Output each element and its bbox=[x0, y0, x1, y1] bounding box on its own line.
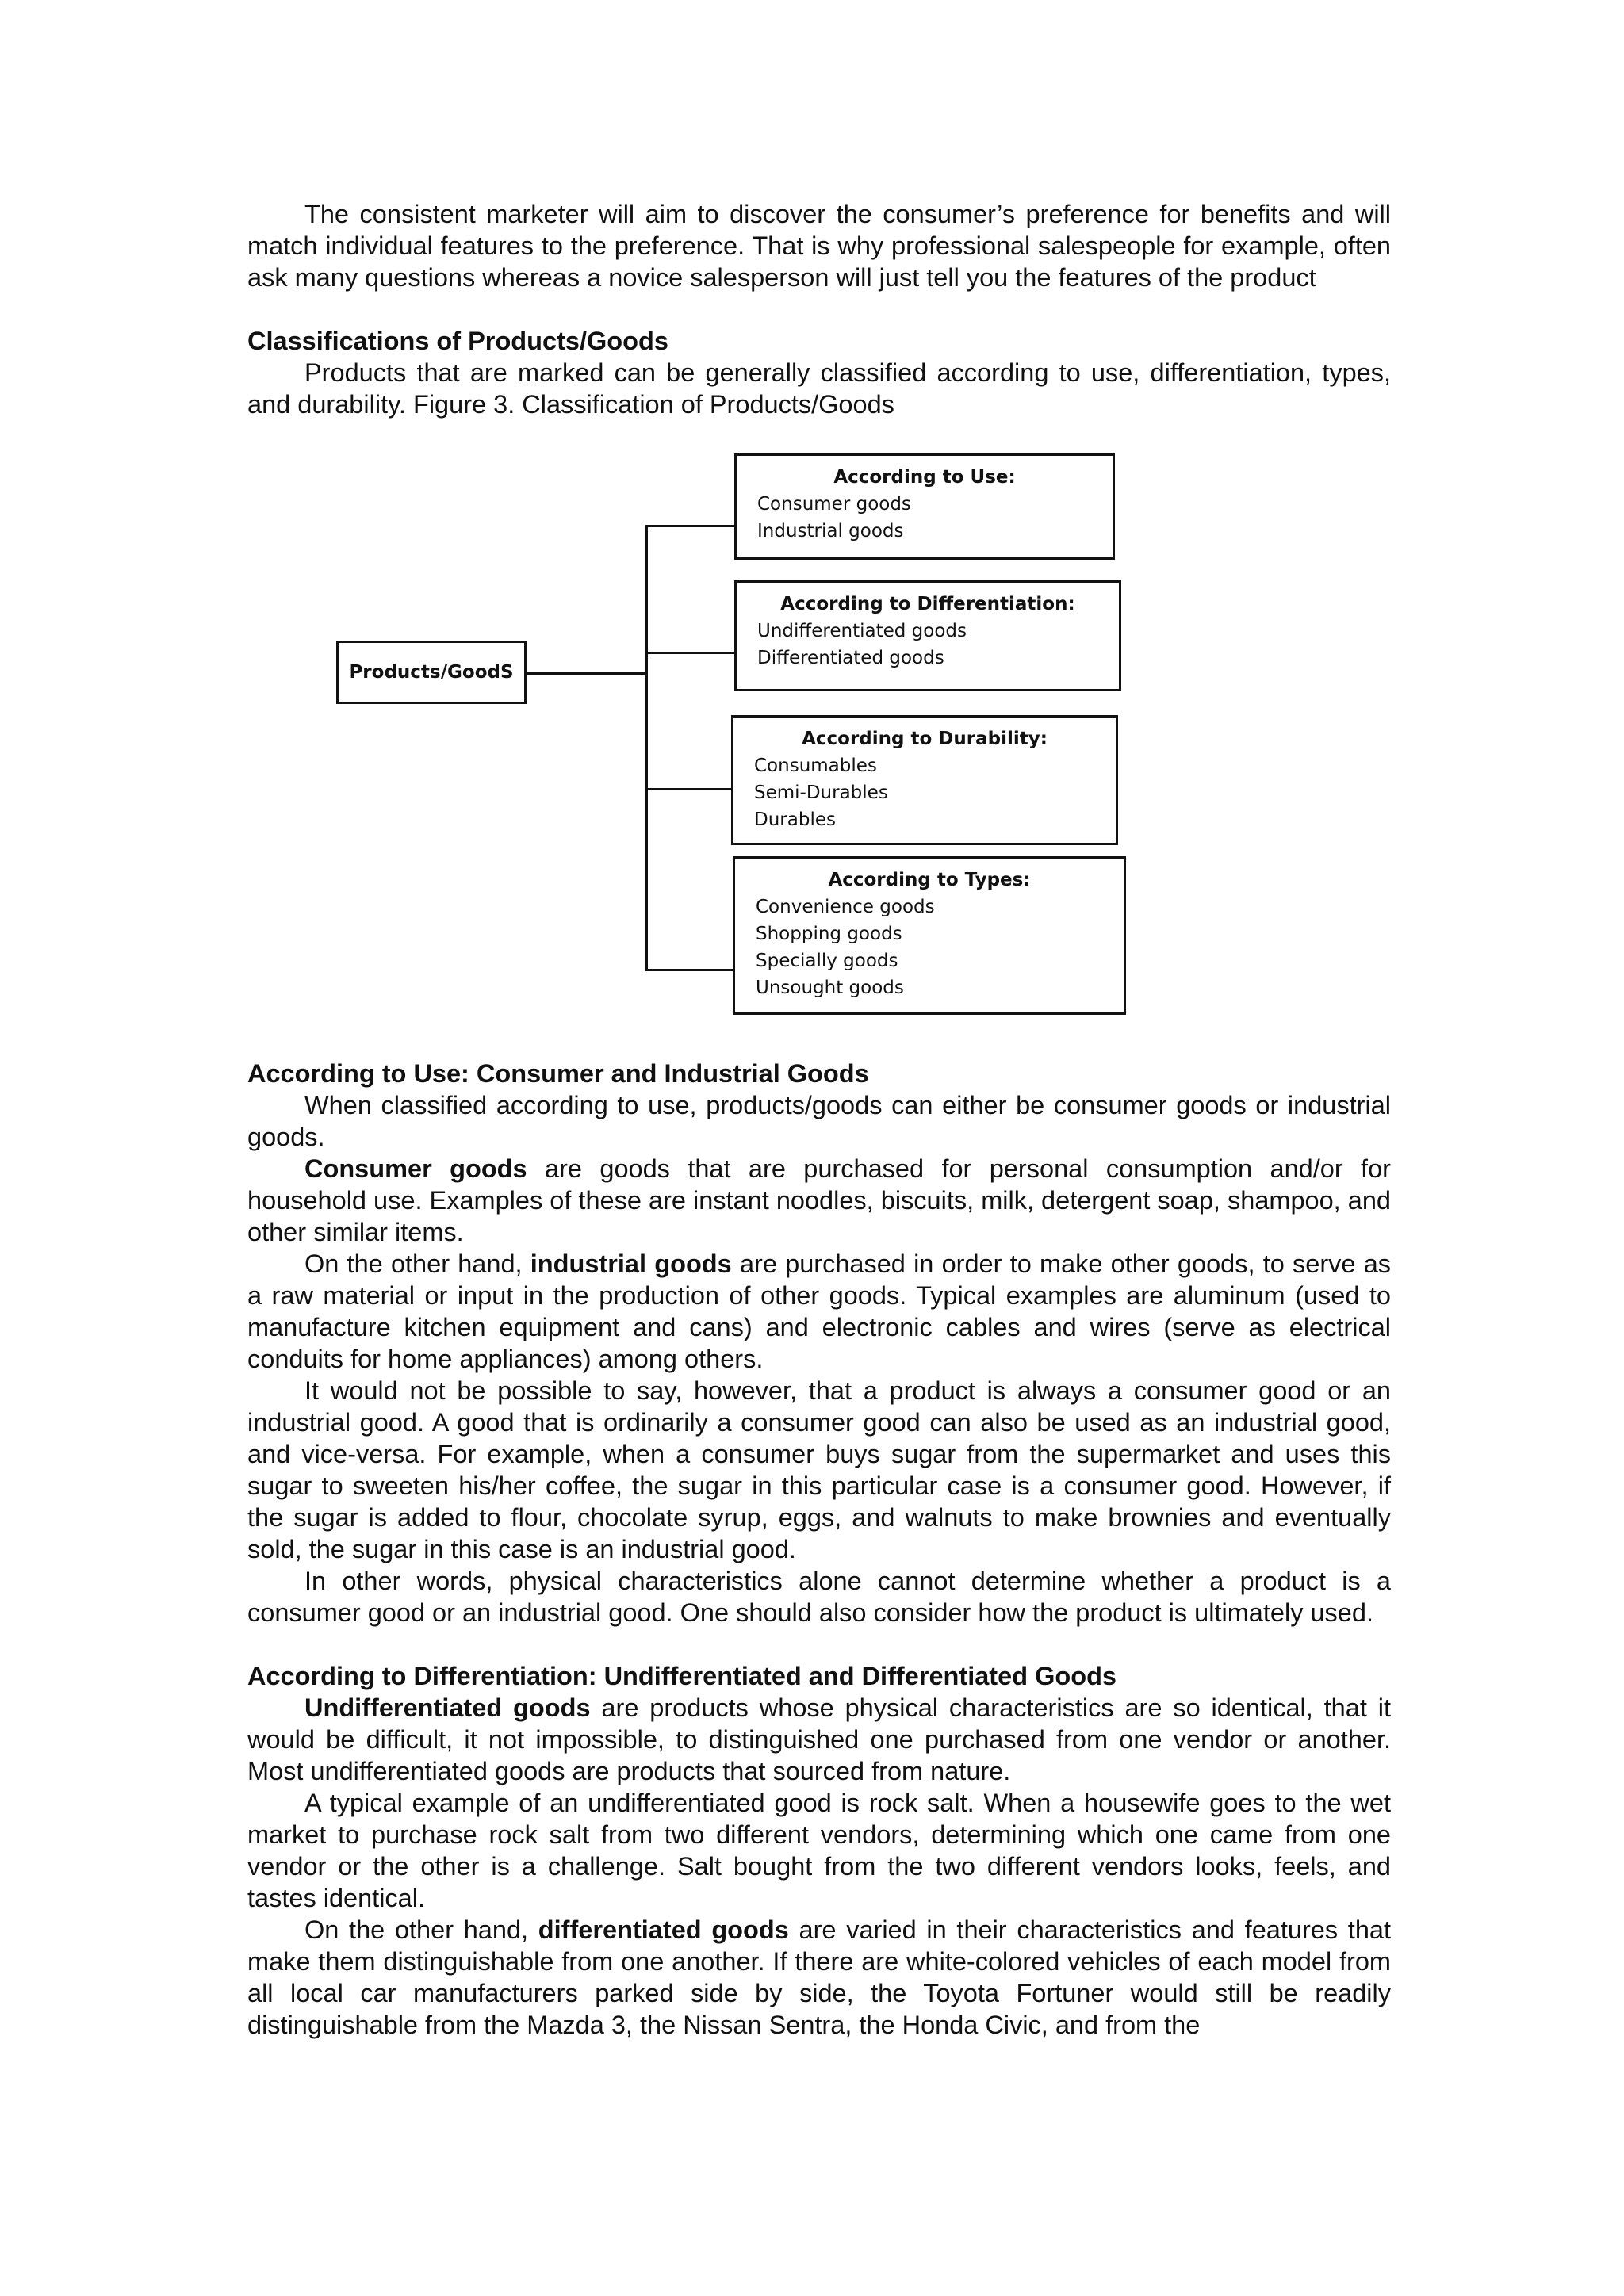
term-consumer-goods: Consumer goods bbox=[304, 1154, 527, 1183]
connector-durability bbox=[645, 788, 731, 790]
box-item: Convenience goods bbox=[756, 897, 935, 917]
classification-diagram bbox=[247, 420, 1391, 1058]
differentiation-section-heading: According to Differentiation: Undifferentiated and Differentiated Goods bbox=[247, 1662, 1117, 1690]
term-undifferentiated-goods: Undifferentiated goods bbox=[304, 1693, 591, 1722]
box-item: Specially goods bbox=[756, 951, 898, 971]
connector-differentiation bbox=[645, 652, 734, 654]
box-item: Shopping goods bbox=[756, 924, 902, 944]
box-title: According to Durability: bbox=[802, 729, 1048, 749]
connector-root bbox=[527, 672, 645, 675]
box-according-to-differentiation bbox=[734, 580, 1121, 691]
differentiation-paragraph-2: A typical example of an undifferentiated good is rock salt. When a housewife goes to the wet market to purchase rock salt from two different vendors, determining which one came from one vendor or the other is a challenge. Salt bought from the two different vendors looks, feels, and tastes identical. bbox=[247, 1789, 1391, 1912]
use-paragraph-5: In other words, physical characteristics alone cannot determine whether a product is a consumer good or an industrial good. One should also consider how the product is ultimately used. bbox=[247, 1567, 1391, 1627]
box-item: Consumer goods bbox=[757, 494, 911, 515]
box-title: According to Differentiation: bbox=[780, 594, 1075, 614]
box-according-to-durability bbox=[731, 715, 1118, 845]
text-span: On the other hand, bbox=[304, 1249, 530, 1278]
use-section-heading: According to Use: Consumer and Industrial Goods bbox=[247, 1059, 869, 1088]
classifications-paragraph: Products that are marked can be generally classified according to use, differentiation, types, and durability. Figure 3. Classification of Products/Goods bbox=[247, 358, 1391, 419]
box-item: Unsought goods bbox=[756, 978, 904, 998]
text-span: are products whose physical characteristics are so identical, that it would be difficult, it not impossible, to distinguished one purchased from one vendor or another. Most undifferentiated goods are products that sourced from nature. bbox=[247, 1693, 1391, 1785]
intro-paragraph: The consistent marketer will aim to discover the consumer’s preference for benefits and will match individual features to the preference. That is why professional salespeople for example, often ask many questions whereas a novice salesperson will just tell you the features of the product bbox=[247, 200, 1391, 292]
connector-use bbox=[645, 525, 734, 527]
diagram-root-node: Products/GoodS bbox=[336, 641, 527, 704]
connector-types bbox=[645, 969, 733, 971]
box-item: Undifferentiated goods bbox=[757, 621, 967, 641]
text-span: are purchased in order to make other goods, to serve as a raw material or input in the production of other goods. Typical examples are aluminum (used to manufacture kitchen equipment and cans) and electronic cables and wires (serve as electrical conduits for home appliances) among others. bbox=[247, 1249, 1392, 1373]
use-paragraph-4: It would not be possible to say, however, that a product is always a consumer good or an industrial good. A good that is ordinarily a consumer good can also be used as an industrial good, and vice-versa. For example, when a consumer buys sugar from the supermarket and uses this sugar to sweeten his/her coffee, the sugar in this particular case is a consumer good. However, if the sugar is added to flour, chocolate syrup, eggs, and walnuts to make brownies and eventually sold, the sugar in this case is an industrial good. bbox=[247, 1376, 1391, 1563]
box-title: According to Use: bbox=[833, 467, 1016, 488]
term-industrial-goods: industrial goods bbox=[530, 1249, 732, 1278]
term-differentiated-goods: differentiated goods bbox=[538, 1915, 789, 1944]
use-paragraph-2 bbox=[247, 1153, 1391, 1248]
box-item: Industrial goods bbox=[757, 521, 904, 541]
box-title: According to Types: bbox=[828, 870, 1031, 890]
classifications-heading: Classifications of Products/Goods bbox=[247, 327, 668, 355]
box-according-to-types bbox=[733, 856, 1126, 1015]
box-item: Consumables bbox=[754, 756, 877, 776]
box-item: Differentiated goods bbox=[757, 648, 944, 668]
text-span: are goods that are purchased for personal consumption and/or for household use. Examples of these are instant noodles, biscuits, milk, detergent soap, shampoo, and other similar items. bbox=[247, 1154, 1391, 1246]
use-paragraph-3 bbox=[247, 1248, 1391, 1375]
box-item: Semi-Durables bbox=[754, 783, 888, 803]
box-item: Durables bbox=[754, 809, 836, 830]
box-according-to-use bbox=[734, 453, 1115, 560]
text-span: On the other hand, bbox=[304, 1915, 538, 1944]
differentiation-paragraph-1 bbox=[247, 1692, 1391, 1787]
differentiation-paragraph-3 bbox=[247, 1914, 1391, 2041]
connector-trunk bbox=[645, 525, 648, 969]
document-body bbox=[247, 198, 1391, 2041]
use-paragraph-1: When classified according to use, products/goods can either be consumer goods or industrial goods. bbox=[247, 1091, 1391, 1151]
text-span: are varied in their characteristics and features that make them distinguishable from one another. If there are white-colored vehicles of each model from all local car manufacturers parked side by side, the Toyota Fortuner would still be readily distinguishable from the Mazda 3, the Nissan Sentra, the Honda Civic, and from the bbox=[247, 1915, 1392, 2039]
